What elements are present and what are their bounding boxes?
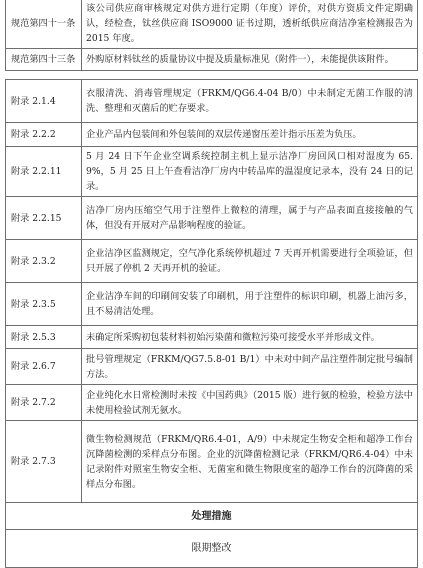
- clause-code: 附录 2.1.4: [6, 80, 82, 123]
- clause-description: 5 月 24 日下午企业空调系统控制主机上显示洁净厂房回风口相对湿度为 65.9%，5 月 25 日上午查看洁净厂房内中转品库的温湿度记录本，没有 24 日的记录。: [82, 147, 418, 197]
- table-row: [6, 49, 418, 71]
- table-row: [6, 240, 418, 283]
- clause-description: 企业纯化水日常检测时未按《中国药典》（2015 版）进行氨的检验，检验方法中未使用检验试剂无氨水。: [82, 385, 418, 421]
- clause-description: 微生物检测规范（FRKM/QR6.4-01，A/9）中未规定生物安全柜和超净工作台沉降菌检测的采样点分布图。企业的沉降菌检测记录（FRKM/QR6.4-04）中未记录附件对照室生物安全柜、无菌室和微生物限度室的超净工作台的沉降菌的采样点分布图。: [82, 421, 418, 503]
- table-row: [6, 80, 418, 123]
- table-row: [6, 147, 418, 197]
- clause-description: 外购原材料钛丝的质量协议中提及质量标准见（附件一），未能提供该附件。: [82, 49, 418, 71]
- clause-code: 附录 2.5.3: [6, 326, 82, 349]
- table-row: [6, 283, 418, 326]
- table-row: [6, 349, 418, 385]
- clause-code: 附录 2.3.2: [6, 240, 82, 283]
- table-row: [6, 123, 418, 147]
- table-row: [6, 0, 418, 49]
- footer-row: [6, 530, 418, 568]
- inspection-table-main: [5, 79, 418, 568]
- clause-code: 规范第四十三条: [6, 49, 82, 71]
- clause-code: 附录 2.6.7: [6, 349, 82, 385]
- section-header-row: [6, 503, 418, 530]
- clause-description: 该公司供应商审核规定对供方进行定期（年度）评价，对供方资质文件定期确认，经检查，钛丝供应商 ISO9000 证书过期，透析纸供应商洁净室检测报告为 2015 年度。: [82, 0, 418, 49]
- clause-code: 附录 2.2.15: [6, 197, 82, 240]
- clause-description: 企业产品内包装间和外包装间的双层传递窗压差计指示压差为负压。: [82, 123, 418, 147]
- table-row: [6, 421, 418, 503]
- section-title: 处理措施: [6, 503, 418, 530]
- clause-code: 规范第四十一条: [6, 0, 82, 49]
- clause-code: 附录 2.2.2: [6, 123, 82, 147]
- table-row: [6, 326, 418, 349]
- clause-description: 洁净厂房内压缩空气用于注塑件上微粒的清理，属于与产品表面直接接触的气体，但没有开展对产品影响程度的验证。: [82, 197, 418, 240]
- clause-code: 附录 2.7.3: [6, 421, 82, 503]
- clause-code: 附录 2.3.5: [6, 283, 82, 326]
- inspection-table-top: [5, 0, 418, 71]
- clause-description: 批号管理规定（FRKM/QG7.5.8-01 B/1）中未对中间产品注塑件制定批号编制方法。: [82, 349, 418, 385]
- clause-code: 附录 2.7.2: [6, 385, 82, 421]
- table-row: [6, 197, 418, 240]
- clause-description: 未确定所采购初包装材料初始污染菌和微粒污染可接受水平并形成文件。: [82, 326, 418, 349]
- table-row: [6, 385, 418, 421]
- clause-description: 企业洁净区监测规定，空气净化系统停机超过 7 天再开机需要进行全项验证，但只开展了停机 2 天再开机的验证。: [82, 240, 418, 283]
- remedy-text: 限期整改: [6, 530, 418, 568]
- clause-description: 企业洁净车间的印刷间安装了印刷机，用于注塑件的标识印刷，机器上油污多，且不易清洁处理。: [82, 283, 418, 326]
- clause-description: 衣服清洗、消毒管理规定（FRKM/QG6.4-04 B/0）中未制定无菌工作服的清洗、整理和灭菌后的贮存要求。: [82, 80, 418, 123]
- clause-code: 附录 2.2.11: [6, 147, 82, 197]
